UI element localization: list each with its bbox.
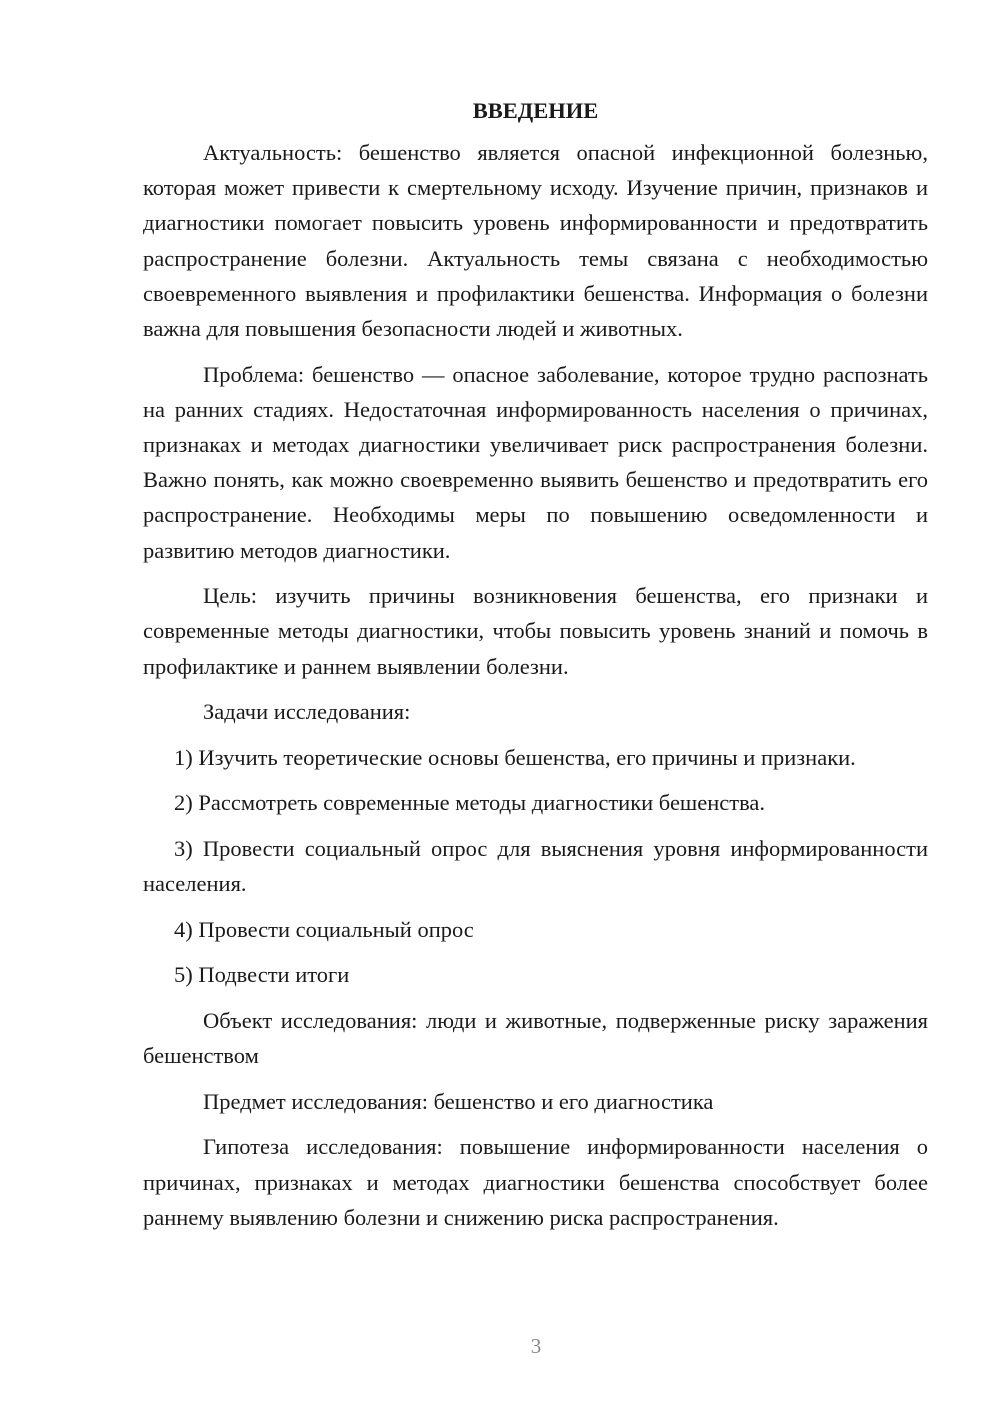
- task-item-5: 5) Подвести итоги: [174, 962, 350, 988]
- paragraph-goal: Цель: изучить причины возникновения бешенства, его признаки и современные методы диагностики, чтобы повысить уровень знаний и помочь в профилактике и раннем выявлении болезни.: [143, 583, 928, 679]
- task-item-2: 2) Рассмотреть современные методы диагностики бешенства.: [174, 790, 766, 816]
- task-item-3: 3) Провести социальный опрос для выяснения уровня информированности населения.: [143, 836, 928, 897]
- section-title: ВВЕДЕНИЕ: [472, 98, 599, 123]
- task-item-1: 1) Изучить теоретические основы бешенства, его причины и признаки.: [174, 744, 856, 770]
- page-number: 3: [530, 1334, 542, 1358]
- paragraph-relevance: Актуальность: бешенство является опасной инфекционной болезнью, которая может привести к смертельному исходу. Изучение причин, признаков и диагностики помогает повысить уровень информированности и предотвратить распространение болезни. Актуальность темы связана с необходимостью своевременного выявления и профилактики бешенства. Информация о болезни важна для повышения безопасности людей и животных.: [143, 140, 928, 342]
- paragraph-object: Объект исследования: люди и животные, подверженные риску заражения бешенством: [143, 1007, 928, 1069]
- paragraph-hypothesis: Гипотеза исследования: повышение информированности населения о причинах, признаках и методах диагностики бешенства способствует более раннему выявлению болезни и снижению риска распространения.: [143, 1134, 928, 1230]
- paragraph-subject: Предмет исследования: бешенство и его диагностика: [203, 1088, 714, 1114]
- paragraph-tasks-heading: Задачи исследования:: [203, 699, 411, 725]
- page-content: [143, 93, 928, 1235]
- paragraph-problem: Проблема: бешенство — опасное заболевание, которое трудно распознать на ранних стадиях. Недостаточная информированность населения о причинах, признаках и методах диагностики увеличивает риск распространения болезни. Важно понять, как можно своевременно выявить бешенство и предотвратить его распространение. Необходимы меры по повышению осведомленности и развитию методов диагностики.: [143, 361, 928, 563]
- task-item-4: 4) Провести социальный опрос: [174, 916, 474, 942]
